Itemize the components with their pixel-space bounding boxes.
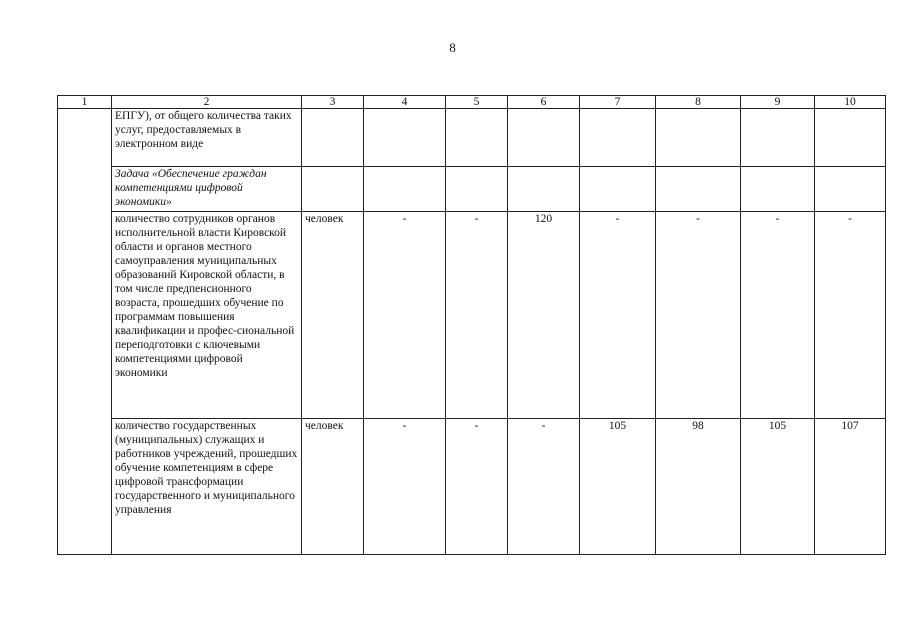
unit-cell: человек (302, 419, 364, 555)
value-cell: - (364, 419, 446, 555)
value-cell (364, 167, 446, 212)
column-number: 1 (58, 96, 112, 109)
indicator-cell: ЕПГУ), от общего количества таких услуг, предоставляемых в электронном виде (112, 109, 302, 167)
table-row (58, 109, 886, 167)
indicators-table (57, 95, 886, 555)
unit-cell: человек (302, 212, 364, 419)
task-heading-cell: Задача «Обеспечение граждан компетенциями цифровой экономики» (112, 167, 302, 212)
value-cell (364, 109, 446, 167)
column-number: 8 (656, 96, 741, 109)
value-cell: - (446, 419, 508, 555)
indicator-cell: количество сотрудников органов исполнительной власти Кировской области и органов местного самоуправления муниципальных образований Кировской области, в том числе предпенсионного возраста, прошедших обучение по программам повышения квалификации и профес-сиональной переподготовки с ключевыми компетенциями цифровой экономики (112, 212, 302, 419)
value-cell (446, 109, 508, 167)
value-cell: - (580, 212, 656, 419)
value-cell (656, 109, 741, 167)
column-number: 2 (112, 96, 302, 109)
column-number: 10 (815, 96, 886, 109)
value-cell: 105 (580, 419, 656, 555)
unit-cell (302, 109, 364, 167)
value-cell: 98 (656, 419, 741, 555)
value-cell (580, 109, 656, 167)
value-cell: - (815, 212, 886, 419)
value-cell (508, 167, 580, 212)
value-cell: - (446, 212, 508, 419)
unit-cell (302, 167, 364, 212)
value-cell (741, 167, 815, 212)
value-cell (815, 167, 886, 212)
value-cell: - (364, 212, 446, 419)
value-cell: 107 (815, 419, 886, 555)
column-number: 9 (741, 96, 815, 109)
table-row (58, 167, 886, 212)
value-cell (741, 109, 815, 167)
table-row (58, 419, 886, 555)
value-cell (446, 167, 508, 212)
value-cell: - (656, 212, 741, 419)
indicator-cell: количество государственных (муниципальных) служащих и работников учреждений, прошедших обучение компетенциям в сфере цифровой трансформации государственного и муниципального управления (112, 419, 302, 555)
value-cell: 120 (508, 212, 580, 419)
column-number: 4 (364, 96, 446, 109)
column-number: 5 (446, 96, 508, 109)
value-cell (508, 109, 580, 167)
page-number: 8 (449, 40, 456, 55)
value-cell (656, 167, 741, 212)
value-cell (580, 167, 656, 212)
column-number: 6 (508, 96, 580, 109)
column-number: 7 (580, 96, 656, 109)
value-cell (815, 109, 886, 167)
column-number: 3 (302, 96, 364, 109)
row-number-cell (58, 109, 112, 555)
value-cell: - (508, 419, 580, 555)
value-cell: 105 (741, 419, 815, 555)
column-number-row (58, 96, 886, 109)
table-row (58, 212, 886, 419)
value-cell: - (741, 212, 815, 419)
